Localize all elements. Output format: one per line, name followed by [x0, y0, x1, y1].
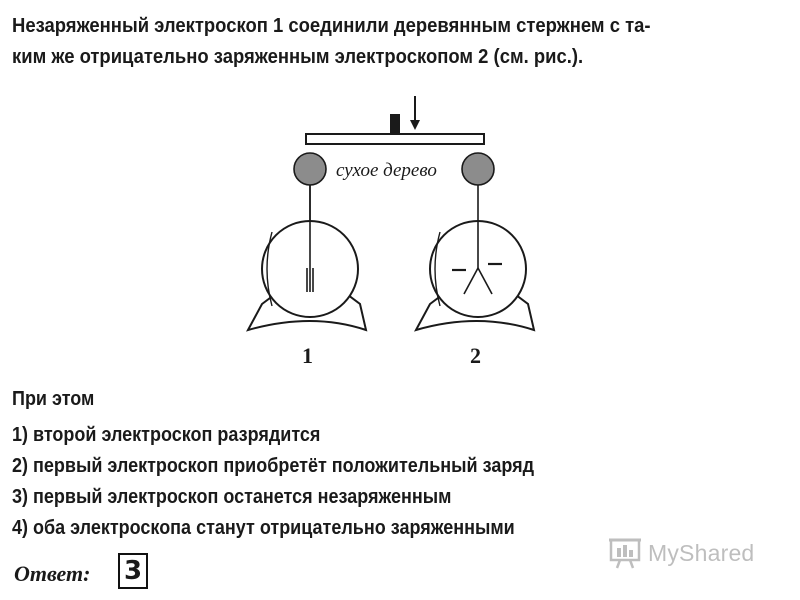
- electroscope-1-ball: [294, 153, 326, 185]
- electroscope-2-ball: [462, 153, 494, 185]
- question-prompt: При этом: [12, 388, 95, 410]
- watermark-text: MyShared: [648, 540, 755, 566]
- option-4: 4) оба электроскопа станут отрицательно заряженными: [12, 517, 515, 539]
- electroscope-2-label: 2: [470, 343, 481, 368]
- answer-options: [12, 420, 534, 544]
- answer-label: Ответ:: [14, 561, 91, 586]
- question-line-2: ким же отрицательно заряженным электроскопом 2 (см. рис.).: [12, 45, 584, 68]
- option-2: 2) первый электроскоп приобретёт положительный заряд: [12, 455, 535, 477]
- rod-label: сухое дерево: [336, 160, 437, 181]
- electroscope-2: [416, 153, 534, 368]
- presentation-icon: [608, 536, 644, 570]
- rod-handle: [390, 114, 400, 134]
- watermark: [608, 536, 778, 570]
- question-line-1: Незаряженный электроскоп 1 соединили деревянным стержнем с та-: [12, 14, 651, 37]
- electroscope-1: [248, 153, 366, 368]
- electroscope-1-label: 1: [302, 343, 313, 368]
- down-arrow-icon: [410, 96, 420, 130]
- answer-box: 3: [118, 553, 148, 589]
- option-3: 3) первый электроскоп останется незаряженным: [12, 486, 452, 508]
- option-1: 1) второй электроскоп разрядится: [12, 424, 321, 446]
- wooden-rod: [306, 134, 484, 144]
